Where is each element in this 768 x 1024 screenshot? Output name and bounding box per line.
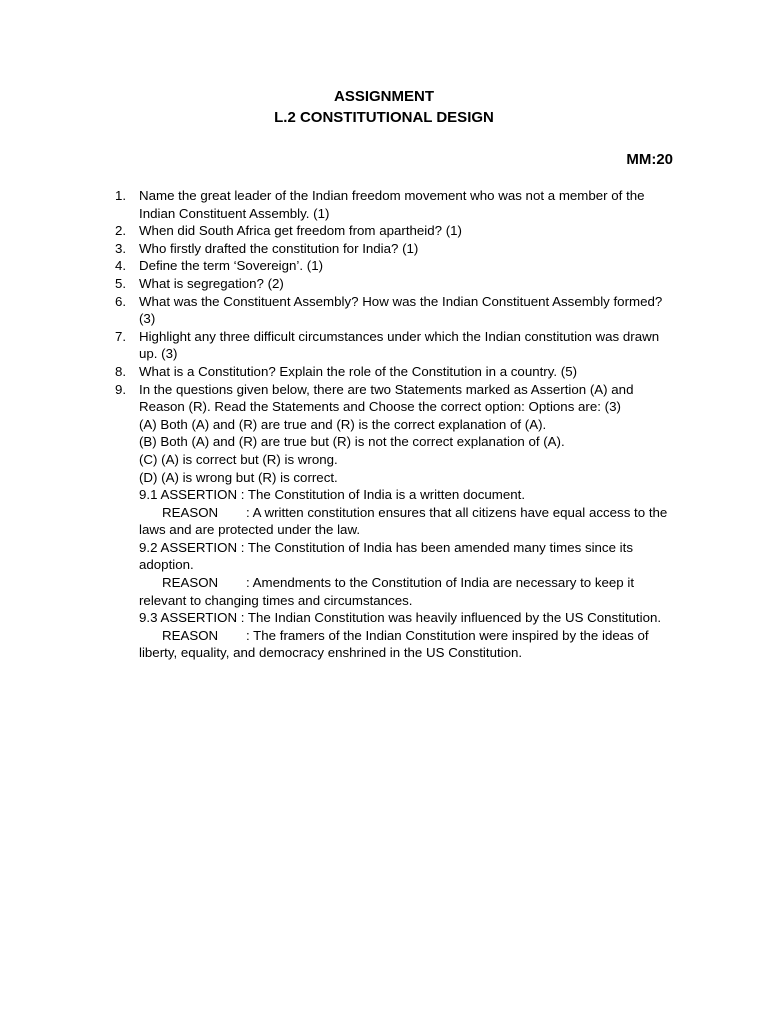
reason-text: : The framers of the Indian Constitution were inspired by the ideas of liberty, equality, and democracy enshrined in the US Constitution. bbox=[139, 627, 649, 661]
question-number: 8. bbox=[115, 363, 127, 379]
reason-label: REASON bbox=[162, 575, 219, 591]
reason-statement bbox=[0, 627, 674, 662]
question-item bbox=[0, 187, 674, 222]
question-item bbox=[0, 275, 674, 293]
question-number: 9. bbox=[115, 381, 127, 397]
answer-option: (D) (A) is wrong but (R) is correct. bbox=[139, 469, 338, 485]
answer-option: (B) Both (A) and (R) are true but (R) is not the correct explanation of (A). bbox=[139, 434, 565, 450]
question-number: 5. bbox=[115, 275, 127, 291]
question-text: Highlight any three difficult circumstances under which the Indian constitution was drawn up. (3) bbox=[139, 328, 660, 362]
question-text: Define the term ‘Sovereign’. (1) bbox=[139, 258, 324, 274]
reason-text: : Amendments to the Constitution of India are necessary to keep it relevant to changing times and circumstances. bbox=[139, 575, 635, 608]
question-item bbox=[0, 293, 674, 328]
question-item bbox=[0, 363, 674, 381]
question-number: 3. bbox=[115, 240, 127, 256]
assertion-statement: 9.1 ASSERTION : The Constitution of India is a written document. bbox=[139, 487, 526, 503]
question-text: Name the great leader of the Indian freedom movement who was not a member of the Indian Constituent Assembly. (1) bbox=[139, 188, 645, 221]
question-number: 6. bbox=[115, 293, 127, 309]
question-number: 1. bbox=[115, 188, 127, 203]
question-text: Who firstly drafted the constitution for India? (1) bbox=[139, 240, 419, 256]
question-item bbox=[0, 240, 674, 258]
answer-option: (C) (A) is correct but (R) is wrong. bbox=[139, 451, 338, 467]
question-number: 2. bbox=[115, 223, 127, 239]
reason-label: REASON bbox=[162, 504, 219, 520]
question-text: When did South Africa get freedom from apartheid? (1) bbox=[139, 223, 462, 239]
assertion-statement: 9.3 ASSERTION : The Indian Constitution was heavily influenced by the US Constitution. bbox=[139, 610, 662, 626]
question-text: What was the Constituent Assembly? How was the Indian Constituent Assembly formed? (3) bbox=[139, 293, 663, 327]
question-text: In the questions given below, there are two Statements marked as Assertion (A) and Reason (R). Read the Statements and Choose the correct option: Options are: (3) bbox=[139, 381, 634, 415]
answer-option: (A) Both (A) and (R) are true and (R) is the correct explanation of (A). bbox=[139, 416, 547, 432]
reason-statement bbox=[0, 504, 674, 539]
reason-statement bbox=[0, 574, 674, 609]
question-text: What is segregation? (2) bbox=[139, 275, 284, 291]
assignment-title: ASSIGNMENT bbox=[333, 88, 434, 105]
max-marks: MM:20 bbox=[626, 151, 673, 168]
question-number: 4. bbox=[115, 258, 127, 274]
question-number: 7. bbox=[115, 328, 127, 344]
question-text: What is a Constitution? Explain the role of the Constitution in a country. (5) bbox=[139, 363, 578, 379]
assertion-statement: 9.2 ASSERTION : The Constitution of India has been amended many times since its adoption. bbox=[139, 539, 633, 573]
question-item bbox=[0, 328, 674, 363]
question-list bbox=[0, 187, 768, 662]
question-item bbox=[0, 381, 674, 416]
chapter-subtitle: L.2 CONSTITUTIONAL DESIGN bbox=[274, 109, 494, 126]
question-item bbox=[0, 257, 674, 275]
question-item bbox=[0, 222, 674, 240]
reason-text: : A written constitution ensures that all citizens have equal access to the laws and are protected under the law. bbox=[139, 504, 668, 538]
reason-label: REASON bbox=[162, 627, 219, 643]
